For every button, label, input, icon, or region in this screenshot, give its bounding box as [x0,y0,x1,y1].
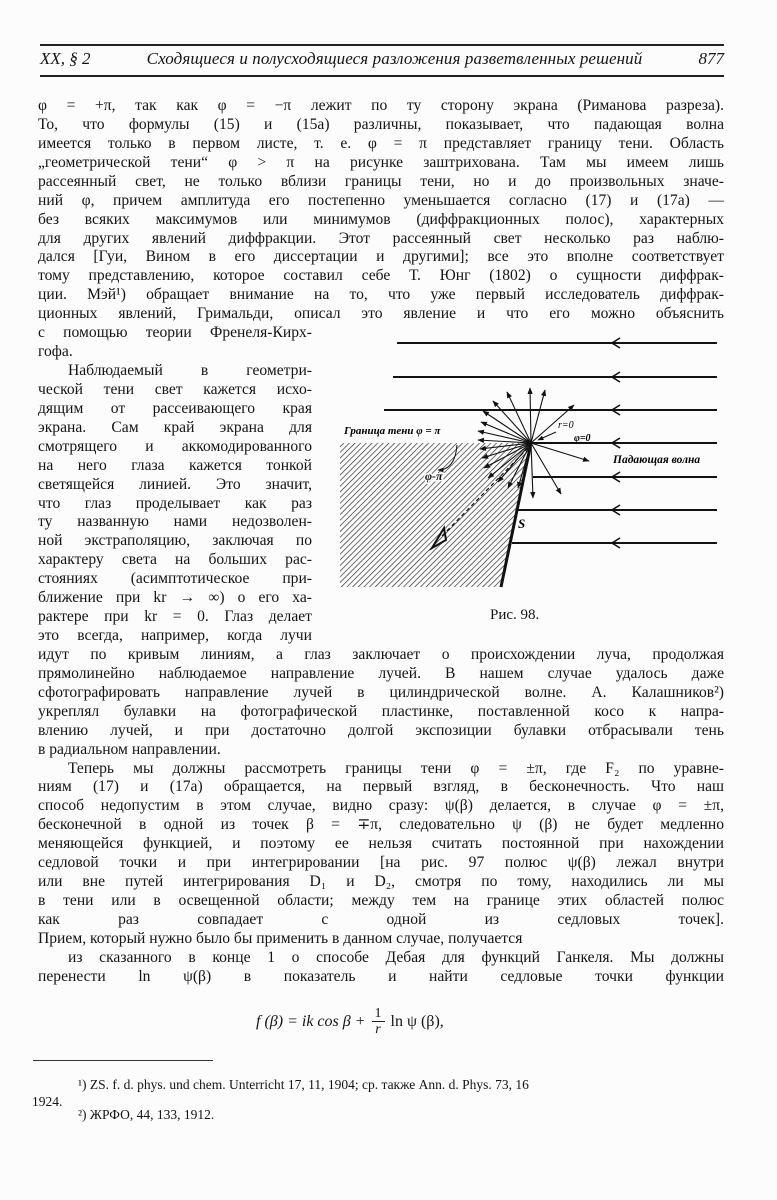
text-line: рактере при kr = 0. Глаз делает [38,608,312,626]
footnote-1: ¹) ZS. f. d. phys. und chem. Unterricht 17, 11, 1904; ср. также Ann. d. Phys. 73, 16 [78,1077,529,1092]
text-line: в тени или в освещенной области; между тем на границе этих областей полюс [38,892,724,910]
label-shadow-boundary: Граница тени φ = π [344,425,441,437]
label-r0: r=0 [558,420,574,431]
text-line: ний φ, причем амплитуда его постепенно уменьшается согласно (17) и (17а) — [38,191,724,209]
text-line: дящим от рассеивающего края [38,399,312,417]
scattered-ray [531,390,545,443]
footnote-rule [33,1060,213,1061]
text-line: светящейся линией. Это значит, [38,475,312,493]
text-line: или вне путей интегрирования D₁ и D₂, смотря по тому, находились ли мы [38,873,724,891]
label-incident-wave: Падающая волна [613,454,701,466]
text-line: Теперь мы должны рассмотреть границы тени φ = ±π, где F₂ по уравне- [68,759,724,777]
text-line: с помощью теории Френеля-Кирх- [38,324,312,342]
text-line: дался [Гуи, Вином в его диссертации и другими]; все это вполне соответствует [38,248,724,266]
scattered-ray [481,422,531,443]
text-line: укреплял булавки на фотографической пластинке, поставленной косо к напра- [38,702,724,720]
text-line: влению лучей, и при достаточно долгой экспозиции булавки отбрасывали тень [38,721,724,739]
header-top-rule [40,44,724,46]
page-number: 877 [698,49,724,68]
text-line: смотрящего и аккомодированного [38,437,312,455]
scattered-ray [531,443,533,498]
text-line: это всегда, например, когда лучи [38,627,312,645]
text-line: φ = +π, так как φ = −π лежит по ту сторону экрана (Риманова разреза). [38,97,724,114]
running-header [40,49,724,71]
text-line: „геометрической тени“ φ > π на рисунке заштрихована. Там мы имеем лишь [38,153,724,171]
text-line: перенести ln ψ(β) в показатель и найти седловые точки функции [38,967,724,985]
text-line: ближение при kr → ∞) о его ха- [38,589,312,607]
text-line: в радиальном направлении. [38,740,221,758]
text-line: сфотографировать направление лучей в цилиндрической волне. А. Калашников²) [38,683,724,701]
text-line: рассеянный свет, не только вблизи границы тени, но и до произвольных значе- [38,172,724,190]
shadow-region-hatched [340,443,531,587]
text-line: ческой тени свет кажется исхо- [38,380,312,398]
text-line: что глаз проделывает как раз [38,494,312,512]
text-line: Наблюдаемый в геометри- [68,362,312,380]
fraction-denominator: r [375,1022,381,1037]
text-line: тому представлению, которое составил себе Т. Юнг (1802) о сущности диффрак- [38,267,724,285]
text-line: То, что формулы (15) и (15а) различны, показывает, что падающая волна [38,115,724,133]
footnote-1-continuation: 1924. [32,1094,63,1109]
header-bottom-rule [40,75,724,77]
scattered-ray [530,388,531,443]
figure-98 [330,330,750,610]
footnote-2: ²) ЖРФО, 44, 133, 1912. [78,1107,215,1122]
text-line: способ недопустим в этом случае, видно сразу: ψ(β) делается, в случае φ = ±π, [38,797,724,815]
text-line: экрана. Сам край экрана для [38,418,312,436]
equation-rhs: ln ψ (β), [390,1012,444,1030]
text-line: идут по кривым линиям, а глаз заключает о происхождении луча, продолжая [38,645,724,663]
text-line: из сказанного в конце 1 о способе Дебая для функций Ганкеля. Мы должны [68,948,724,966]
fraction [372,1006,385,1037]
text-line: для других явлений диффракции. Этот рассеянный свет несколько раз наблю- [38,229,724,247]
label-phi0: φ=0 [574,433,591,444]
section-number: XX, § 2 [40,49,91,68]
label-phi-minus-pi: φ-π [425,469,443,483]
text-line: как раз совпадает с одной из седловых точек]. [38,910,724,928]
text-line: Прием, который нужно было бы применить в данном случае, получается [38,929,523,947]
text-line: стояниях (асимптотическое при- [38,570,312,588]
text-line: седловой точки и при интегрировании [на рис. 97 полюс ψ(β) лежал внутри [38,854,724,872]
equation [256,1006,444,1037]
text-line: ции. Мэй¹) обращает внимание на то, что уже первый исследователь диффрак- [38,286,724,304]
label-s: S [518,516,526,531]
text-line: прямолинейно наблюдаемое направление лучей. В нашем случае удалось даже [38,664,724,682]
text-line: меняющейся функцией, и поэтому ее нельзя считать постоянной при нахождении [38,835,724,853]
text-line: характеру света на больших рас- [38,551,312,569]
fraction-numerator: 1 [372,1006,385,1022]
text-line: ной экстраполяцию, заключая по [38,532,312,550]
text-line: ту названную нами недозволен- [38,513,312,531]
text-line: ционных явлений, Гримальди, описал это явление и что его можно объяснить [38,305,724,323]
text-line: на него глаза кажется тонкой [38,456,312,474]
text-line: имеется только в первом листе, т. е. φ = π представляет границу тени. Область [38,134,724,152]
text-line: бесконечной в одной из точек β = ∓π, следовательно ψ (β) не будет медленно [38,816,724,834]
r0-pointer [538,432,556,440]
figure-caption: Рис. 98. [490,607,540,623]
text-line: гофа. [38,343,73,361]
equation-lhs: f (β) = ik cos β + [256,1012,366,1030]
running-title: Сходящиеся и полусходящиеся разложения разветвленных решений [146,49,643,68]
text-line: ниям (17) и (17а) обращается, на первый взгляд, в бесконечность. Что наш [38,778,724,796]
text-line: без всяких максимумов или минимумов (диффракционных полос), характерных [38,210,724,228]
